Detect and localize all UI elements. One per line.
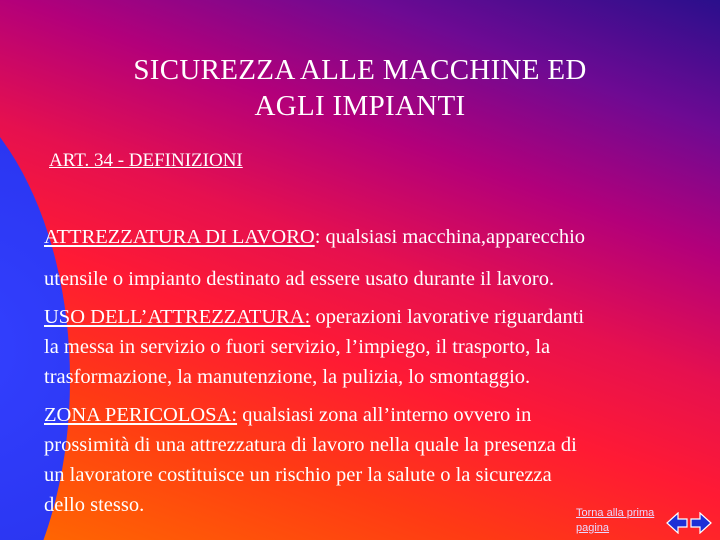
definition-line: utensile o impianto destinato ad essere usato durante il lavoro. — [44, 268, 555, 290]
definition-line: un lavoratore costituisce un rischio per la salute o la sicurezza — [44, 464, 552, 486]
definition-line — [44, 400, 704, 430]
definition-line — [44, 216, 585, 258]
definition-text: : qualsiasi macchina,apparecchio — [314, 226, 586, 248]
definition-text: operazioni lavorative riguardanti — [310, 306, 585, 328]
back-link-line-2: pagina — [576, 522, 610, 534]
definition-line: dello stesso. — [44, 494, 145, 516]
definition-uso — [44, 302, 704, 392]
back-to-first-page-link[interactable] — [576, 506, 654, 536]
navigation-arrows — [666, 512, 712, 534]
slide-title-line-1: SICUREZZA ALLE MACCHINE ED — [133, 54, 587, 86]
arrow-left-icon[interactable] — [667, 513, 687, 533]
definition-line — [44, 302, 704, 332]
arrow-right-icon[interactable] — [691, 513, 711, 533]
definition-term: ZONA PERICOLOSA: — [44, 404, 238, 426]
slide-title-line-2: AGLI IMPIANTI — [254, 90, 466, 122]
definition-line: la messa in servizio o fuori servizio, l’impiego, il trasporto, la — [44, 336, 551, 358]
definition-line: trasformazione, la manutenzione, la pulizia, lo smontaggio. — [44, 366, 531, 388]
definition-text: qualsiasi zona all’interno ovvero in — [237, 404, 532, 426]
definition-term: USO DELL’ATTREZZATURA: — [44, 306, 311, 328]
definition-term: ATTREZZATURA DI LAVORO — [44, 226, 315, 248]
definition-zona-pericolosa — [44, 400, 704, 520]
definition-line: prossimità di una attrezzatura di lavoro nella quale la presenza di — [44, 434, 577, 456]
section-heading: ART. 34 - DEFINIZIONI — [49, 150, 243, 171]
back-link-line-1: Torna alla prima — [576, 507, 655, 519]
